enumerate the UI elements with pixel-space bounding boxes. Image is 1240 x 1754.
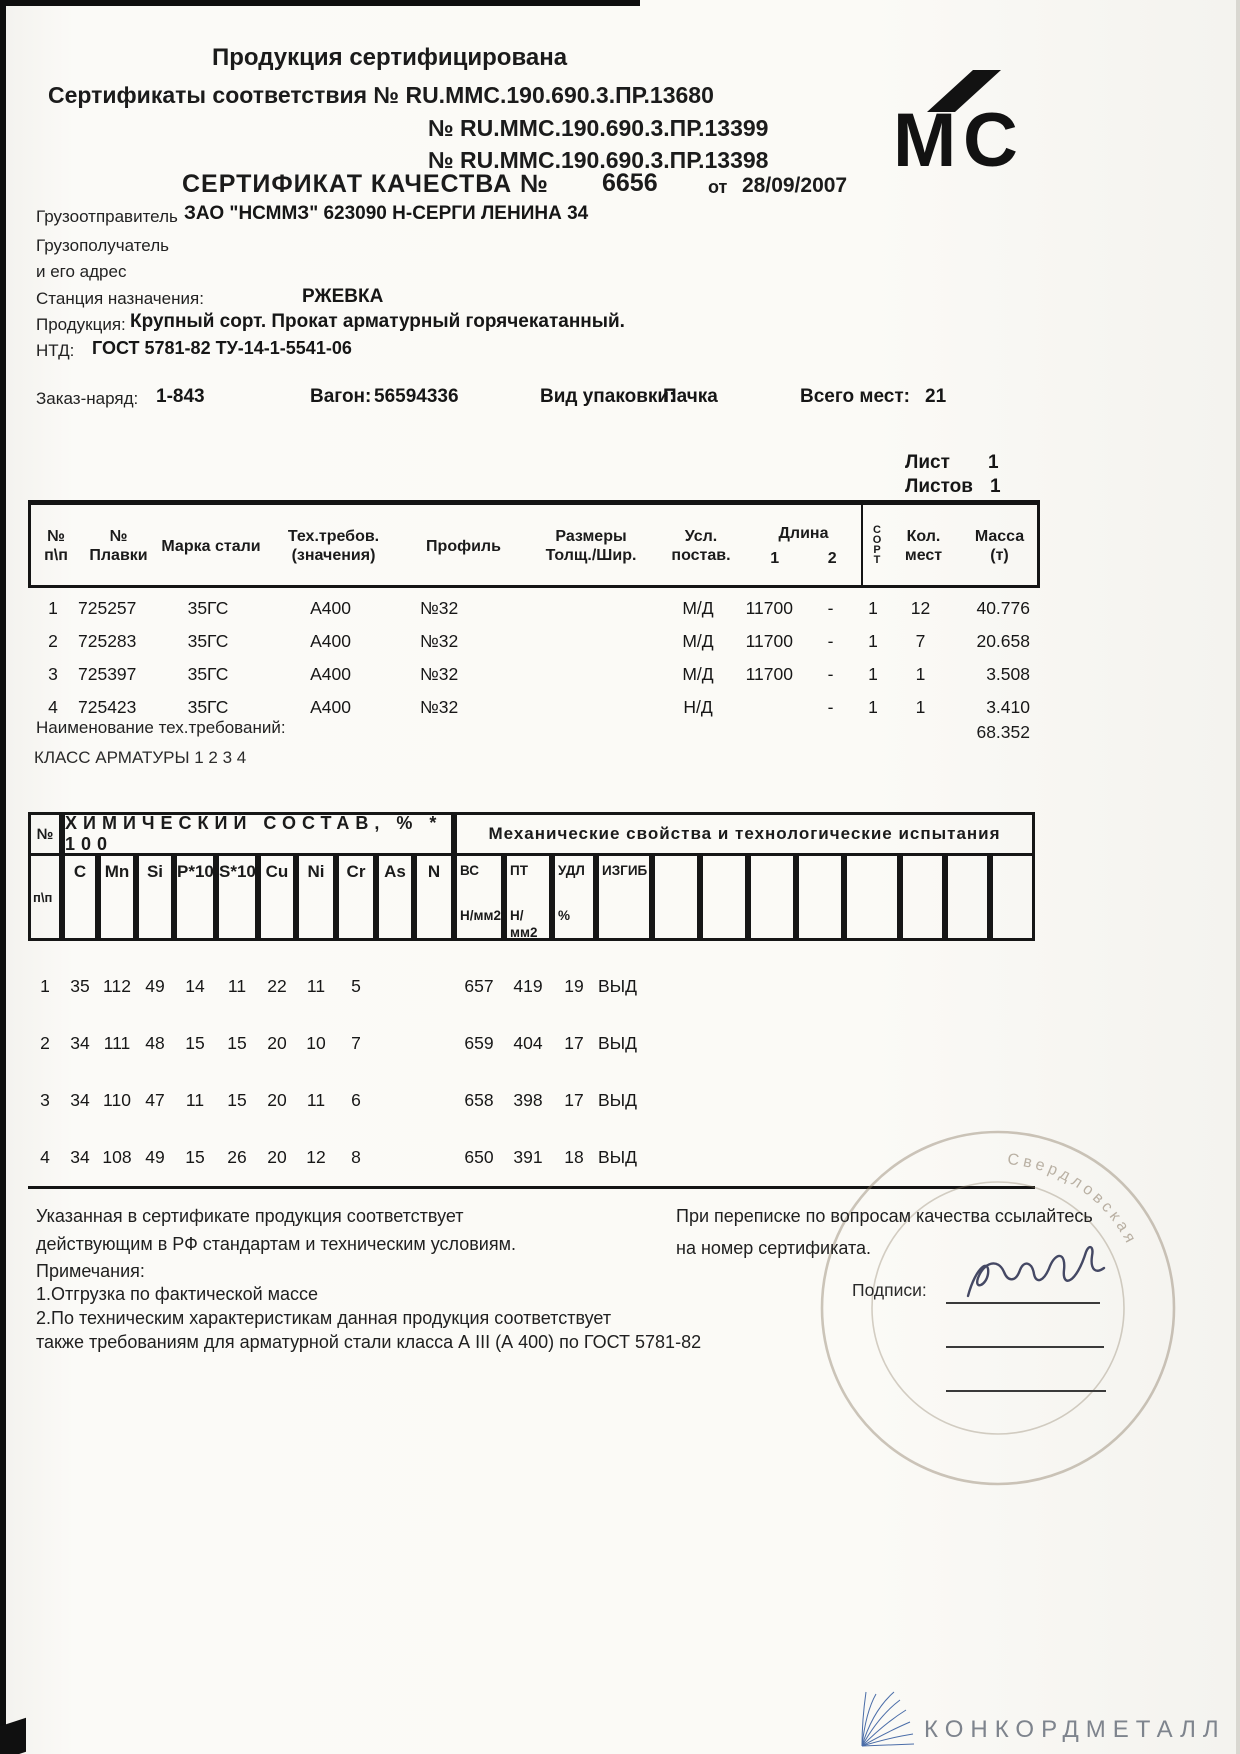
ntd-label: НТД: xyxy=(36,341,75,360)
col-profile: Профиль xyxy=(426,537,501,555)
col-num: № п\п xyxy=(44,528,68,564)
table-row: 2 725283 35ГС А400 №32 М/Д 11700 - 1 7 20.658 xyxy=(48,631,1030,651)
col-element: N xyxy=(414,853,454,941)
col-element: Cu xyxy=(258,853,296,941)
col-qty: Кол. мест xyxy=(904,528,943,564)
col-izgib: ИЗГИБ xyxy=(596,853,652,941)
col-empty xyxy=(900,853,945,941)
cert-title: СЕРТИФИКАТ КАЧЕСТВА № xyxy=(182,170,549,198)
col-pp: п\п xyxy=(28,853,62,941)
product-value: Крупный сорт. Прокат арматурный горячекатанный. xyxy=(130,311,625,332)
signatures-label: Подписи: xyxy=(852,1280,927,1300)
packaging-label: Вид упаковки: xyxy=(540,386,676,407)
correspondence-line-1: При переписке по вопросам качества ссылайтесь xyxy=(676,1206,1093,1226)
svg-text:М: М xyxy=(893,98,957,168)
col-empty xyxy=(796,853,844,941)
table-row: 1 725257 35ГС А400 №32 М/Д 11700 - 1 12 40.776 xyxy=(48,598,1030,618)
cert-date-label: от xyxy=(708,177,728,197)
col-vs: ВС Н/мм2 xyxy=(454,853,504,941)
col-length-2: 2 xyxy=(827,550,837,567)
col-empty xyxy=(652,853,700,941)
scan-edge-left xyxy=(0,0,6,1754)
svg-text:С: С xyxy=(963,98,1018,168)
wagon-value: 56594336 xyxy=(374,386,459,407)
signature-line xyxy=(946,1346,1104,1348)
certified-line: Продукция сертифицирована xyxy=(212,44,568,71)
note-1: 1.Отгрузка по фактической массе xyxy=(36,1284,319,1304)
col-length-1: 1 xyxy=(770,550,780,567)
sheet-label: Лист xyxy=(905,452,950,473)
scan-edge-top xyxy=(0,0,640,6)
col-element: Cr xyxy=(336,853,376,941)
consignor-label: Грузоотправитель xyxy=(36,207,178,226)
packaging-value: Пачка xyxy=(663,386,718,407)
col-element: Mn xyxy=(98,853,136,941)
sheet-value: 1 xyxy=(988,452,999,473)
chem-title: ХИМИЧЕСКИЙ СОСТАВ, % * 100 xyxy=(62,812,454,856)
conformity-cert-1: Сертификаты соответствия № RU.MMC.190.690.3.ПР.13680 xyxy=(48,82,714,108)
table-row: 1 35 112 49 14 11 22 11 5 657 419 19 ВЫД xyxy=(40,976,638,996)
col-element: Si xyxy=(136,853,174,941)
consignor-value: ЗАО "НСММЗ" 623090 Н-СЕРГИ ЛЕНИНА 34 xyxy=(184,203,589,224)
conformity-cert-2: № RU.MMC.190.690.3.ПР.13399 xyxy=(428,115,769,141)
table-row: 3 34 110 47 11 15 20 11 6 658 398 17 ВЫД xyxy=(40,1090,638,1110)
tech-req-value: КЛАСС АРМАТУРЫ 1 2 3 4 xyxy=(34,748,247,767)
col-tech: Тех.требов. (значения) xyxy=(287,528,380,564)
table-row: 3 725397 35ГС А400 №32 М/Д 11700 - 1 1 3.508 xyxy=(48,664,1030,684)
col-empty xyxy=(844,853,900,941)
products-table-header xyxy=(28,500,1040,588)
signature-line xyxy=(946,1390,1106,1392)
consignee-address-label: и его адрес xyxy=(36,262,127,281)
table-row: 4 34 108 49 15 26 20 12 8 650 391 18 ВЫД xyxy=(40,1147,638,1167)
note-2: 2.По техническим характеристикам данная продукция соответствует xyxy=(36,1308,612,1328)
conformity-cert-3: № RU.MMC.190.690.3.ПР.13398 xyxy=(428,147,769,173)
total-places-value: 21 xyxy=(925,386,947,407)
station-label: Станция назначения: xyxy=(36,289,204,308)
cert-number: 6656 xyxy=(602,169,658,197)
sheets-label: Листов xyxy=(905,476,973,497)
brand-fan-icon xyxy=(852,1690,916,1750)
chem-table-columns xyxy=(28,853,1035,941)
cert-date: 28/09/2007 xyxy=(742,174,848,197)
col-empty xyxy=(700,853,748,941)
mc-logo-graphic xyxy=(893,66,1019,168)
chem-num-title: № xyxy=(28,812,62,856)
table-row: 4 725423 35ГС А400 №32 Н/Д - 1 1 3.410 xyxy=(48,697,1030,717)
product-label: Продукция: xyxy=(36,315,126,334)
note-3: также требованиям для арматурной стали класса А III (А 400) по ГОСТ 5781-82 xyxy=(36,1332,702,1352)
col-element: As xyxy=(376,853,414,941)
col-element: S*10 xyxy=(216,853,258,941)
col-usl: Усл. постав. xyxy=(671,528,731,564)
col-element: P*10 xyxy=(174,853,216,941)
signature-graphic xyxy=(962,1240,1112,1306)
handwritten-signature xyxy=(962,1240,1112,1311)
total-mass: 68.352 xyxy=(976,722,1030,742)
wagon-label: Вагон: xyxy=(310,386,372,407)
col-sort: С О Р Т xyxy=(861,505,891,585)
chem-table-titles xyxy=(28,812,1035,856)
consignee-label: Грузополучатель xyxy=(36,236,169,255)
round-stamp xyxy=(812,1118,1184,1505)
station-value: РЖЕВКА xyxy=(302,286,384,307)
svg-text:Свердловская xyxy=(1007,1151,1141,1249)
compliance-line-1: Указанная в сертификате продукция соответствует xyxy=(36,1206,464,1226)
sheets-value: 1 xyxy=(990,476,1001,497)
col-element: C xyxy=(62,853,98,941)
col-mass: Масса (т) xyxy=(974,528,1025,564)
brand-logo xyxy=(852,1690,916,1754)
mc-certification-logo xyxy=(893,66,1019,173)
col-empty xyxy=(945,853,990,941)
brand-text: КОНКОРДМЕТАЛЛ xyxy=(924,1716,1226,1743)
notes-label: Примечания: xyxy=(36,1261,145,1281)
mech-title: Механические свойства и технологические испытания xyxy=(454,812,1035,856)
col-udl: УДЛ % xyxy=(552,853,596,941)
products-table-body xyxy=(28,592,1040,724)
order-label: Заказ-наряд: xyxy=(36,389,139,408)
tech-req-label: Наименование тех.требований: xyxy=(36,718,286,737)
col-length: Длина 1 2 xyxy=(770,525,837,567)
compliance-line-2: действующим в РФ стандартам и техническим условиям. xyxy=(36,1234,516,1254)
col-grade: Марка стали xyxy=(161,537,261,555)
table-row: 2 34 111 48 15 15 20 10 7 659 404 17 ВЫД xyxy=(40,1033,638,1053)
col-size: Размеры Толщ./Шир. xyxy=(545,528,637,564)
col-melt: № Плавки xyxy=(89,528,148,564)
col-empty xyxy=(990,853,1035,941)
ntd-value: ГОСТ 5781-82 ТУ-14-1-5541-06 xyxy=(92,338,352,358)
col-element: Ni xyxy=(296,853,336,941)
col-pt: ПТ Н/мм2 xyxy=(504,853,552,941)
scan-edge-right xyxy=(1236,0,1240,1754)
correspondence-line-2: на номер сертификата. xyxy=(676,1238,872,1258)
order-value: 1-843 xyxy=(156,386,205,407)
col-empty xyxy=(748,853,796,941)
stamp-arc-text: Свердловская xyxy=(1006,1151,1141,1250)
total-places-label: Всего мест: xyxy=(800,386,910,407)
